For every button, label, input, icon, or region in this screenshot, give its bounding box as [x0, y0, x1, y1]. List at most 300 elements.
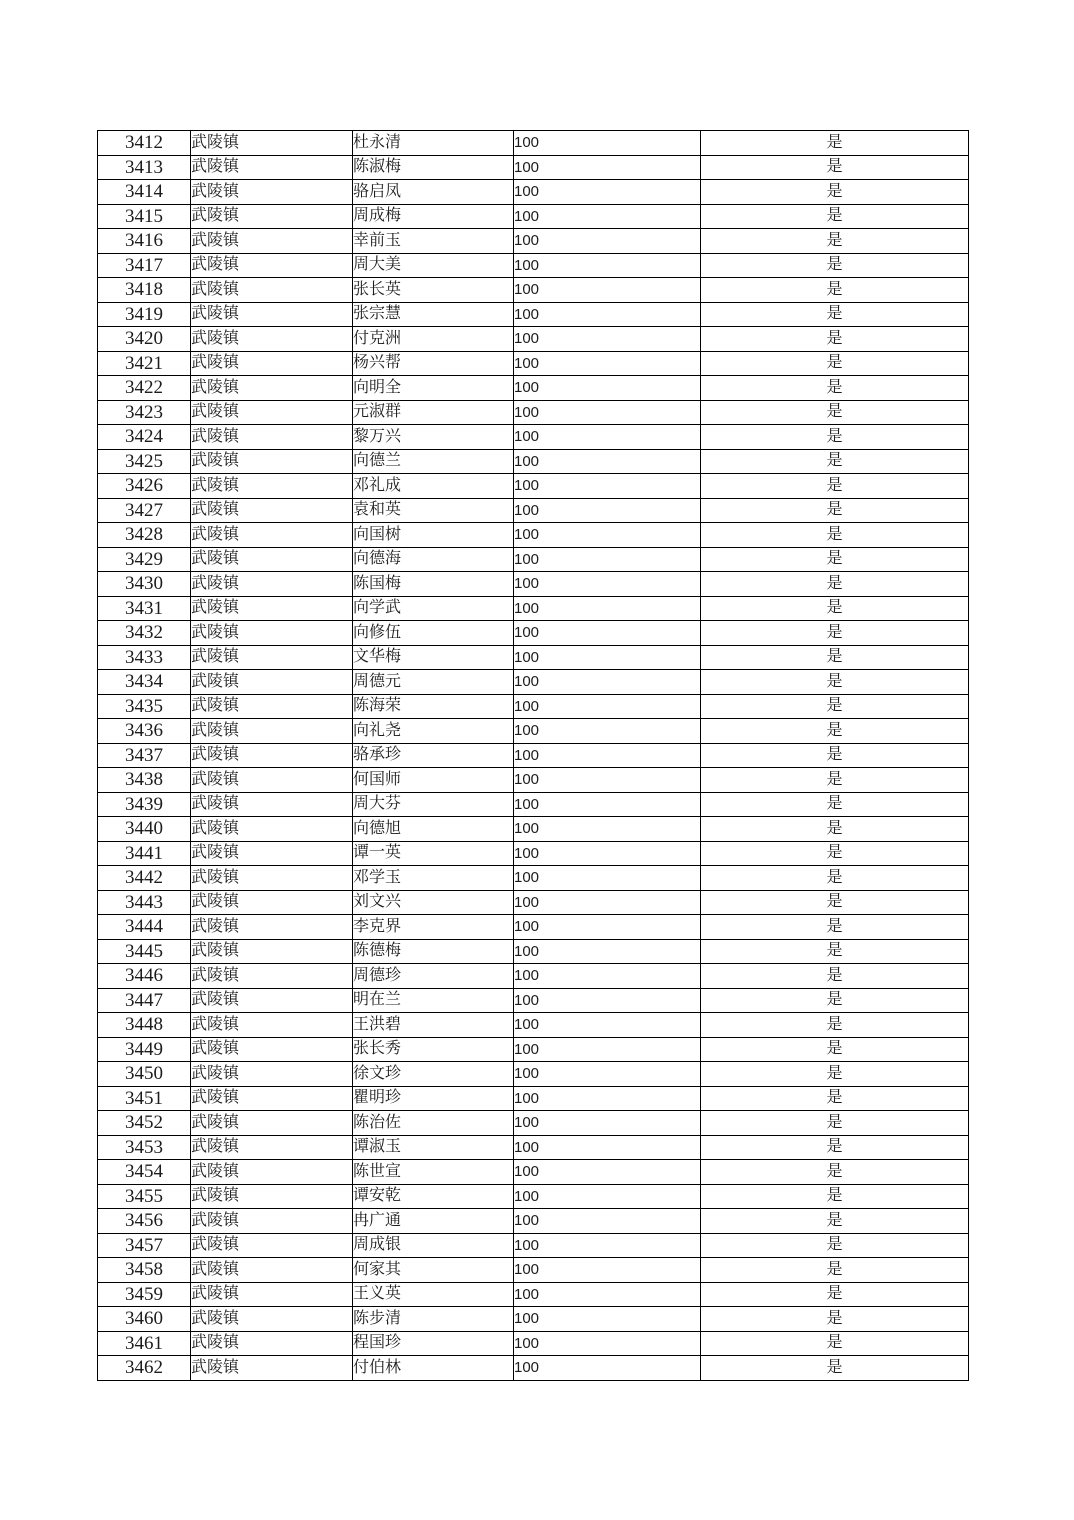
- score-cell: 100: [514, 1160, 701, 1185]
- town-cell: 武陵镇: [191, 131, 353, 156]
- table-row: [98, 572, 969, 597]
- table-row: [98, 229, 969, 254]
- town-cell: 武陵镇: [191, 670, 353, 695]
- town-cell: 武陵镇: [191, 1209, 353, 1234]
- table-row: [98, 327, 969, 352]
- person-name-cell: 谭安乾: [353, 1184, 514, 1209]
- person-name-cell: 谭淑玉: [353, 1135, 514, 1160]
- person-name-cell: 周成银: [353, 1233, 514, 1258]
- score-cell: 100: [514, 988, 701, 1013]
- sequence-number-cell: 3439: [98, 792, 191, 817]
- table-row: [98, 1184, 969, 1209]
- score-cell: 100: [514, 425, 701, 450]
- sequence-number-cell: 3448: [98, 1013, 191, 1038]
- sequence-number-cell: 3438: [98, 768, 191, 793]
- town-cell: 武陵镇: [191, 1307, 353, 1332]
- sequence-number-cell: 3455: [98, 1184, 191, 1209]
- sequence-number-cell: 3451: [98, 1086, 191, 1111]
- table-row: [98, 1307, 969, 1332]
- person-name-cell: 袁和英: [353, 498, 514, 523]
- score-cell: 100: [514, 1307, 701, 1332]
- sequence-number-cell: 3414: [98, 180, 191, 205]
- town-cell: 武陵镇: [191, 1258, 353, 1283]
- sequence-number-cell: 3459: [98, 1282, 191, 1307]
- person-name-cell: 何国师: [353, 768, 514, 793]
- town-cell: 武陵镇: [191, 155, 353, 180]
- person-name-cell: 向德兰: [353, 449, 514, 474]
- sequence-number-cell: 3420: [98, 327, 191, 352]
- confirmed-cell: 是: [701, 253, 969, 278]
- table-row: [98, 743, 969, 768]
- person-name-cell: 陈海荣: [353, 694, 514, 719]
- confirmed-cell: 是: [701, 915, 969, 940]
- confirmed-cell: 是: [701, 1233, 969, 1258]
- confirmed-cell: 是: [701, 988, 969, 1013]
- score-cell: 100: [514, 229, 701, 254]
- sequence-number-cell: 3447: [98, 988, 191, 1013]
- confirmed-cell: 是: [701, 596, 969, 621]
- table-row: [98, 1160, 969, 1185]
- town-cell: 武陵镇: [191, 890, 353, 915]
- confirmed-cell: 是: [701, 866, 969, 891]
- sequence-number-cell: 3460: [98, 1307, 191, 1332]
- table-row: [98, 645, 969, 670]
- score-cell: 100: [514, 1013, 701, 1038]
- confirmed-cell: 是: [701, 841, 969, 866]
- town-cell: 武陵镇: [191, 768, 353, 793]
- table-row: [98, 1331, 969, 1356]
- table-row: [98, 694, 969, 719]
- sequence-number-cell: 3444: [98, 915, 191, 940]
- table-row: [98, 474, 969, 499]
- table-row: [98, 1135, 969, 1160]
- score-cell: 100: [514, 449, 701, 474]
- confirmed-cell: 是: [701, 1037, 969, 1062]
- score-cell: 100: [514, 1037, 701, 1062]
- person-name-cell: 刘文兴: [353, 890, 514, 915]
- sequence-number-cell: 3461: [98, 1331, 191, 1356]
- sequence-number-cell: 3452: [98, 1111, 191, 1136]
- sequence-number-cell: 3450: [98, 1062, 191, 1087]
- person-name-cell: 向修伍: [353, 621, 514, 646]
- score-cell: 100: [514, 768, 701, 793]
- confirmed-cell: 是: [701, 1135, 969, 1160]
- score-cell: 100: [514, 1233, 701, 1258]
- sequence-number-cell: 3453: [98, 1135, 191, 1160]
- table-row: [98, 1356, 969, 1381]
- sequence-number-cell: 3437: [98, 743, 191, 768]
- person-name-cell: 黎万兴: [353, 425, 514, 450]
- score-cell: 100: [514, 964, 701, 989]
- confirmed-cell: 是: [701, 327, 969, 352]
- person-name-cell: 元淑群: [353, 400, 514, 425]
- table-body: [98, 131, 969, 1381]
- score-cell: 100: [514, 376, 701, 401]
- town-cell: 武陵镇: [191, 964, 353, 989]
- sequence-number-cell: 3456: [98, 1209, 191, 1234]
- table-row: [98, 596, 969, 621]
- town-cell: 武陵镇: [191, 1013, 353, 1038]
- confirmed-cell: 是: [701, 131, 969, 156]
- score-cell: 100: [514, 596, 701, 621]
- confirmed-cell: 是: [701, 645, 969, 670]
- town-cell: 武陵镇: [191, 351, 353, 376]
- score-cell: 100: [514, 180, 701, 205]
- score-cell: 100: [514, 1356, 701, 1381]
- sequence-number-cell: 3428: [98, 523, 191, 548]
- confirmed-cell: 是: [701, 817, 969, 842]
- confirmed-cell: 是: [701, 376, 969, 401]
- confirmed-cell: 是: [701, 1111, 969, 1136]
- sequence-number-cell: 3413: [98, 155, 191, 180]
- sequence-number-cell: 3429: [98, 547, 191, 572]
- confirmed-cell: 是: [701, 694, 969, 719]
- table-row: [98, 1062, 969, 1087]
- person-name-cell: 邓学玉: [353, 866, 514, 891]
- person-name-cell: 张长英: [353, 278, 514, 303]
- score-cell: 100: [514, 841, 701, 866]
- table-row: [98, 841, 969, 866]
- table-row: [98, 1209, 969, 1234]
- table-row: [98, 302, 969, 327]
- score-cell: 100: [514, 890, 701, 915]
- sequence-number-cell: 3430: [98, 572, 191, 597]
- person-name-cell: 杨兴帮: [353, 351, 514, 376]
- sequence-number-cell: 3426: [98, 474, 191, 499]
- town-cell: 武陵镇: [191, 376, 353, 401]
- table-row: [98, 915, 969, 940]
- sequence-number-cell: 3462: [98, 1356, 191, 1381]
- table-row: [98, 1111, 969, 1136]
- score-cell: 100: [514, 1111, 701, 1136]
- person-name-cell: 杜永清: [353, 131, 514, 156]
- town-cell: 武陵镇: [191, 302, 353, 327]
- score-cell: 100: [514, 400, 701, 425]
- score-cell: 100: [514, 278, 701, 303]
- table-row: [98, 523, 969, 548]
- person-name-cell: 张宗慧: [353, 302, 514, 327]
- score-cell: 100: [514, 1086, 701, 1111]
- town-cell: 武陵镇: [191, 253, 353, 278]
- table-row: [98, 768, 969, 793]
- confirmed-cell: 是: [701, 792, 969, 817]
- confirmed-cell: 是: [701, 229, 969, 254]
- table-row: [98, 792, 969, 817]
- sequence-number-cell: 3427: [98, 498, 191, 523]
- town-cell: 武陵镇: [191, 743, 353, 768]
- person-name-cell: 周大芬: [353, 792, 514, 817]
- sequence-number-cell: 3441: [98, 841, 191, 866]
- person-name-cell: 张长秀: [353, 1037, 514, 1062]
- confirmed-cell: 是: [701, 572, 969, 597]
- town-cell: 武陵镇: [191, 1233, 353, 1258]
- confirmed-cell: 是: [701, 1062, 969, 1087]
- confirmed-cell: 是: [701, 621, 969, 646]
- table-row: [98, 425, 969, 450]
- town-cell: 武陵镇: [191, 204, 353, 229]
- town-cell: 武陵镇: [191, 988, 353, 1013]
- confirmed-cell: 是: [701, 743, 969, 768]
- sequence-number-cell: 3422: [98, 376, 191, 401]
- table-row: [98, 670, 969, 695]
- person-name-cell: 程国珍: [353, 1331, 514, 1356]
- sequence-number-cell: 3434: [98, 670, 191, 695]
- score-cell: 100: [514, 694, 701, 719]
- confirmed-cell: 是: [701, 964, 969, 989]
- score-cell: 100: [514, 474, 701, 499]
- person-name-cell: 向礼尧: [353, 719, 514, 744]
- sequence-number-cell: 3436: [98, 719, 191, 744]
- town-cell: 武陵镇: [191, 1111, 353, 1136]
- sequence-number-cell: 3417: [98, 253, 191, 278]
- table-row: [98, 1258, 969, 1283]
- person-name-cell: 向明全: [353, 376, 514, 401]
- sequence-number-cell: 3445: [98, 939, 191, 964]
- sequence-number-cell: 3412: [98, 131, 191, 156]
- roster-table: [97, 130, 969, 1381]
- confirmed-cell: 是: [701, 425, 969, 450]
- town-cell: 武陵镇: [191, 841, 353, 866]
- town-cell: 武陵镇: [191, 180, 353, 205]
- sequence-number-cell: 3425: [98, 449, 191, 474]
- town-cell: 武陵镇: [191, 498, 353, 523]
- confirmed-cell: 是: [701, 155, 969, 180]
- town-cell: 武陵镇: [191, 1062, 353, 1087]
- town-cell: 武陵镇: [191, 327, 353, 352]
- score-cell: 100: [514, 131, 701, 156]
- table-row: [98, 376, 969, 401]
- town-cell: 武陵镇: [191, 1356, 353, 1381]
- confirmed-cell: 是: [701, 302, 969, 327]
- table-row: [98, 547, 969, 572]
- town-cell: 武陵镇: [191, 915, 353, 940]
- confirmed-cell: 是: [701, 449, 969, 474]
- score-cell: 100: [514, 670, 701, 695]
- table-row: [98, 351, 969, 376]
- person-name-cell: 陈德梅: [353, 939, 514, 964]
- confirmed-cell: 是: [701, 890, 969, 915]
- person-name-cell: 付克洲: [353, 327, 514, 352]
- score-cell: 100: [514, 1282, 701, 1307]
- person-name-cell: 王义英: [353, 1282, 514, 1307]
- sequence-number-cell: 3435: [98, 694, 191, 719]
- town-cell: 武陵镇: [191, 621, 353, 646]
- table-row: [98, 1233, 969, 1258]
- score-cell: 100: [514, 498, 701, 523]
- sequence-number-cell: 3449: [98, 1037, 191, 1062]
- confirmed-cell: 是: [701, 180, 969, 205]
- person-name-cell: 向德旭: [353, 817, 514, 842]
- person-name-cell: 骆启凤: [353, 180, 514, 205]
- town-cell: 武陵镇: [191, 474, 353, 499]
- person-name-cell: 王洪碧: [353, 1013, 514, 1038]
- town-cell: 武陵镇: [191, 278, 353, 303]
- score-cell: 100: [514, 1062, 701, 1087]
- table-row: [98, 278, 969, 303]
- confirmed-cell: 是: [701, 474, 969, 499]
- confirmed-cell: 是: [701, 400, 969, 425]
- town-cell: 武陵镇: [191, 939, 353, 964]
- table-row: [98, 1086, 969, 1111]
- confirmed-cell: 是: [701, 1356, 969, 1381]
- person-name-cell: 幸前玉: [353, 229, 514, 254]
- person-name-cell: 冉广通: [353, 1209, 514, 1234]
- town-cell: 武陵镇: [191, 645, 353, 670]
- person-name-cell: 李克界: [353, 915, 514, 940]
- town-cell: 武陵镇: [191, 792, 353, 817]
- town-cell: 武陵镇: [191, 1086, 353, 1111]
- town-cell: 武陵镇: [191, 1037, 353, 1062]
- person-name-cell: 陈国梅: [353, 572, 514, 597]
- town-cell: 武陵镇: [191, 1331, 353, 1356]
- confirmed-cell: 是: [701, 1307, 969, 1332]
- town-cell: 武陵镇: [191, 572, 353, 597]
- table-row: [98, 1013, 969, 1038]
- person-name-cell: 瞿明珍: [353, 1086, 514, 1111]
- person-name-cell: 周大美: [353, 253, 514, 278]
- table-row: [98, 204, 969, 229]
- person-name-cell: 周德元: [353, 670, 514, 695]
- table-row: [98, 155, 969, 180]
- person-name-cell: 邓礼成: [353, 474, 514, 499]
- score-cell: 100: [514, 817, 701, 842]
- table-row: [98, 253, 969, 278]
- sequence-number-cell: 3458: [98, 1258, 191, 1283]
- person-name-cell: 谭一英: [353, 841, 514, 866]
- person-name-cell: 向学武: [353, 596, 514, 621]
- confirmed-cell: 是: [701, 1160, 969, 1185]
- person-name-cell: 陈治佐: [353, 1111, 514, 1136]
- confirmed-cell: 是: [701, 547, 969, 572]
- sequence-number-cell: 3419: [98, 302, 191, 327]
- town-cell: 武陵镇: [191, 425, 353, 450]
- sequence-number-cell: 3416: [98, 229, 191, 254]
- town-cell: 武陵镇: [191, 523, 353, 548]
- score-cell: 100: [514, 1331, 701, 1356]
- sequence-number-cell: 3421: [98, 351, 191, 376]
- sequence-number-cell: 3446: [98, 964, 191, 989]
- confirmed-cell: 是: [701, 1258, 969, 1283]
- person-name-cell: 向国树: [353, 523, 514, 548]
- table-row: [98, 890, 969, 915]
- table-row: [98, 1037, 969, 1062]
- person-name-cell: 徐文珍: [353, 1062, 514, 1087]
- person-name-cell: 周德珍: [353, 964, 514, 989]
- sequence-number-cell: 3418: [98, 278, 191, 303]
- sequence-number-cell: 3442: [98, 866, 191, 891]
- town-cell: 武陵镇: [191, 1160, 353, 1185]
- person-name-cell: 何家其: [353, 1258, 514, 1283]
- score-cell: 100: [514, 302, 701, 327]
- score-cell: 100: [514, 719, 701, 744]
- table-row: [98, 988, 969, 1013]
- person-name-cell: 陈世宣: [353, 1160, 514, 1185]
- score-cell: 100: [514, 621, 701, 646]
- person-name-cell: 付伯林: [353, 1356, 514, 1381]
- person-name-cell: 周成梅: [353, 204, 514, 229]
- score-cell: 100: [514, 547, 701, 572]
- town-cell: 武陵镇: [191, 400, 353, 425]
- person-name-cell: 向德海: [353, 547, 514, 572]
- table-row: [98, 1282, 969, 1307]
- table-row: [98, 939, 969, 964]
- score-cell: 100: [514, 351, 701, 376]
- town-cell: 武陵镇: [191, 449, 353, 474]
- sequence-number-cell: 3432: [98, 621, 191, 646]
- confirmed-cell: 是: [701, 939, 969, 964]
- score-cell: 100: [514, 253, 701, 278]
- sequence-number-cell: 3440: [98, 817, 191, 842]
- town-cell: 武陵镇: [191, 596, 353, 621]
- score-cell: 100: [514, 866, 701, 891]
- person-name-cell: 明在兰: [353, 988, 514, 1013]
- town-cell: 武陵镇: [191, 719, 353, 744]
- score-cell: 100: [514, 523, 701, 548]
- confirmed-cell: 是: [701, 1013, 969, 1038]
- table-row: [98, 400, 969, 425]
- town-cell: 武陵镇: [191, 1184, 353, 1209]
- score-cell: 100: [514, 1184, 701, 1209]
- score-cell: 100: [514, 1258, 701, 1283]
- person-name-cell: 文华梅: [353, 645, 514, 670]
- town-cell: 武陵镇: [191, 1282, 353, 1307]
- person-name-cell: 骆承珍: [353, 743, 514, 768]
- sequence-number-cell: 3454: [98, 1160, 191, 1185]
- town-cell: 武陵镇: [191, 866, 353, 891]
- confirmed-cell: 是: [701, 768, 969, 793]
- sequence-number-cell: 3424: [98, 425, 191, 450]
- town-cell: 武陵镇: [191, 694, 353, 719]
- confirmed-cell: 是: [701, 1086, 969, 1111]
- score-cell: 100: [514, 645, 701, 670]
- table-row: [98, 449, 969, 474]
- person-name-cell: 陈淑梅: [353, 155, 514, 180]
- confirmed-cell: 是: [701, 1282, 969, 1307]
- score-cell: 100: [514, 743, 701, 768]
- table-row: [98, 180, 969, 205]
- table-row: [98, 964, 969, 989]
- confirmed-cell: 是: [701, 1209, 969, 1234]
- town-cell: 武陵镇: [191, 1135, 353, 1160]
- sequence-number-cell: 3433: [98, 645, 191, 670]
- table-row: [98, 621, 969, 646]
- score-cell: 100: [514, 915, 701, 940]
- person-name-cell: 陈步清: [353, 1307, 514, 1332]
- town-cell: 武陵镇: [191, 817, 353, 842]
- table-row: [98, 131, 969, 156]
- sequence-number-cell: 3457: [98, 1233, 191, 1258]
- score-cell: 100: [514, 1135, 701, 1160]
- sequence-number-cell: 3423: [98, 400, 191, 425]
- confirmed-cell: 是: [701, 1184, 969, 1209]
- table-row: [98, 817, 969, 842]
- town-cell: 武陵镇: [191, 229, 353, 254]
- table-row: [98, 498, 969, 523]
- confirmed-cell: 是: [701, 719, 969, 744]
- score-cell: 100: [514, 572, 701, 597]
- confirmed-cell: 是: [701, 278, 969, 303]
- score-cell: 100: [514, 792, 701, 817]
- score-cell: 100: [514, 327, 701, 352]
- town-cell: 武陵镇: [191, 547, 353, 572]
- sequence-number-cell: 3415: [98, 204, 191, 229]
- confirmed-cell: 是: [701, 498, 969, 523]
- score-cell: 100: [514, 155, 701, 180]
- confirmed-cell: 是: [701, 351, 969, 376]
- table-row: [98, 719, 969, 744]
- confirmed-cell: 是: [701, 670, 969, 695]
- score-cell: 100: [514, 1209, 701, 1234]
